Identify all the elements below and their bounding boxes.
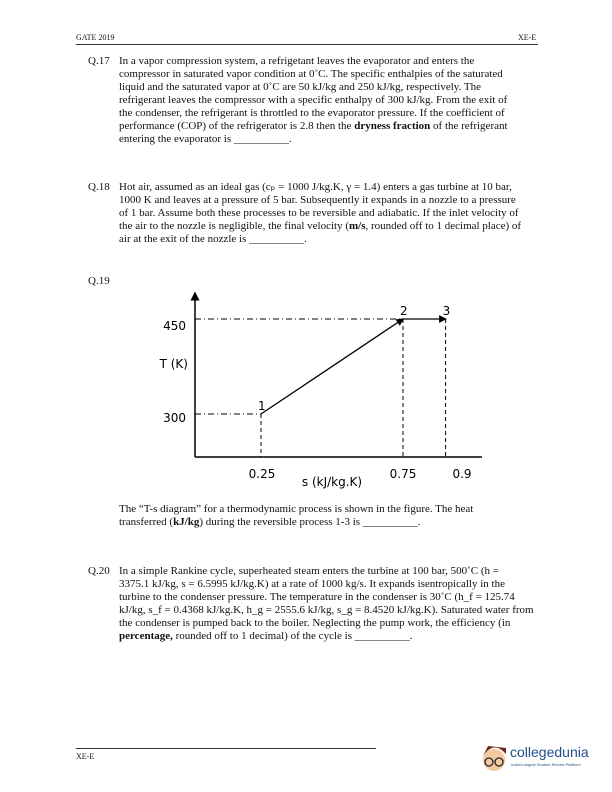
text: rounded off to 1 decimal) of the cycle is __________. bbox=[172, 630, 413, 642]
footer-rule bbox=[76, 748, 376, 749]
footer-paper-code: XE-E bbox=[76, 752, 95, 761]
q19-line bbox=[119, 516, 473, 529]
q18-line: Hot air, assumed as an ideal gas (cₚ = 1000 J/kg.K, γ = 1.4) enters a gas turbine at 10 bar, bbox=[119, 181, 512, 193]
q20-number: Q.20 bbox=[88, 565, 110, 577]
q18-number: Q.18 bbox=[88, 181, 110, 193]
q19-line: The “T-s diagram” for a thermodynamic process is shown in the figure. The heat bbox=[119, 503, 474, 515]
text: the air to the nozzle is negligible, the final velocity ( bbox=[119, 220, 350, 232]
y-tick-label: 450 bbox=[163, 319, 186, 333]
text: performance (COP) of the refrigerator is 2.8 then the bbox=[119, 120, 355, 132]
logo-text: collegedunia bbox=[510, 744, 589, 760]
point-label: 2 bbox=[400, 304, 408, 318]
q17-line: compressor in saturated vapor condition at 0˚C. The specific enthalpies of the saturated bbox=[119, 68, 503, 80]
x-tick-label: 0.25 bbox=[248, 467, 276, 481]
collegedunia-logo bbox=[480, 740, 590, 780]
bold-text: m/s bbox=[349, 220, 366, 232]
point-label: 3 bbox=[442, 304, 451, 318]
q19-text bbox=[119, 503, 473, 529]
q19-number: Q.19 bbox=[88, 275, 110, 287]
text: transferred ( bbox=[119, 516, 174, 528]
logo-tagline: India's largest Student Review Platform bbox=[511, 762, 581, 767]
header-exam-name: GATE 2019 bbox=[76, 33, 115, 42]
q20-line: 3375.1 kJ/kg, s = 6.5995 kJ/kg.K) at a rate of 1000 kg/s. It expands isentropically in the bbox=[119, 578, 505, 590]
q18-line: of 1 bar. Assume both these processes to be reversible and adiabatic. If the inlet velocity of bbox=[119, 207, 519, 219]
header-paper-code: XE-E bbox=[518, 33, 537, 42]
text: , rounded off to 1 decimal place) of bbox=[365, 220, 522, 232]
bold-text: dryness fraction bbox=[354, 120, 431, 132]
q20-text bbox=[119, 565, 534, 643]
process-line bbox=[261, 319, 403, 414]
bold-text: percentage, bbox=[119, 630, 173, 642]
mascot-icon bbox=[480, 740, 510, 776]
q17-line: entering the evaporator is __________. bbox=[119, 133, 292, 145]
q20-line bbox=[119, 630, 534, 643]
q20-line: the condenser is pumped back to the boiler. Neglecting the pump work, the efficiency (in bbox=[119, 617, 511, 629]
q17-line: the condenser, the refrigerant is throttled to the evaporator pressure. If the coefficient of bbox=[119, 107, 505, 119]
q18-line: 1000 K and leaves at a pressure of 5 bar. Subsequently it expands in a nozzle to a pressure bbox=[119, 194, 516, 206]
q17-line: In a vapor compression system, a refrigetant leaves the evaporator and enters the bbox=[119, 55, 475, 67]
q20-line: turbine to the condenser pressure. The temperature in the condenser is 30˚C (h_f = 125.74 bbox=[119, 591, 515, 603]
x-axis-label: s (kJ/kg.K) bbox=[301, 475, 363, 489]
q17-line: liquid and the saturated vapor at 0˚C are 50 kJ/kg and 250 kJ/kg, respectively. The bbox=[119, 81, 481, 93]
y-axis-label: T (K) bbox=[159, 357, 188, 371]
q17-line: refrigerant leaves the compressor with a specific enthalpy of 300 kJ/kg. From the exit of bbox=[119, 94, 508, 106]
q20-line: kJ/kg, s_f = 0.4368 kJ/kg.K, h_g = 2555.6 kJ/kg, s_g = 8.4520 kJ/kg.K). Saturated water from bbox=[119, 604, 534, 616]
y-tick-label: 300 bbox=[163, 411, 186, 425]
bold-text: kJ/kg bbox=[173, 516, 200, 528]
point-label: 1 bbox=[258, 399, 266, 413]
q17-number: Q.17 bbox=[88, 55, 110, 67]
q20-line: In a simple Rankine cycle, superheated steam enters the turbine at 100 bar, 500˚C (h = bbox=[119, 565, 499, 577]
q18-line: air at the exit of the nozzle is __________. bbox=[119, 233, 307, 245]
x-tick-label: 0.75 bbox=[389, 467, 417, 481]
text: of the refrigerant bbox=[430, 120, 508, 132]
text: ) during the reversible process 1-3 is __________. bbox=[199, 516, 421, 528]
x-tick-label: 0.9 bbox=[452, 467, 472, 481]
